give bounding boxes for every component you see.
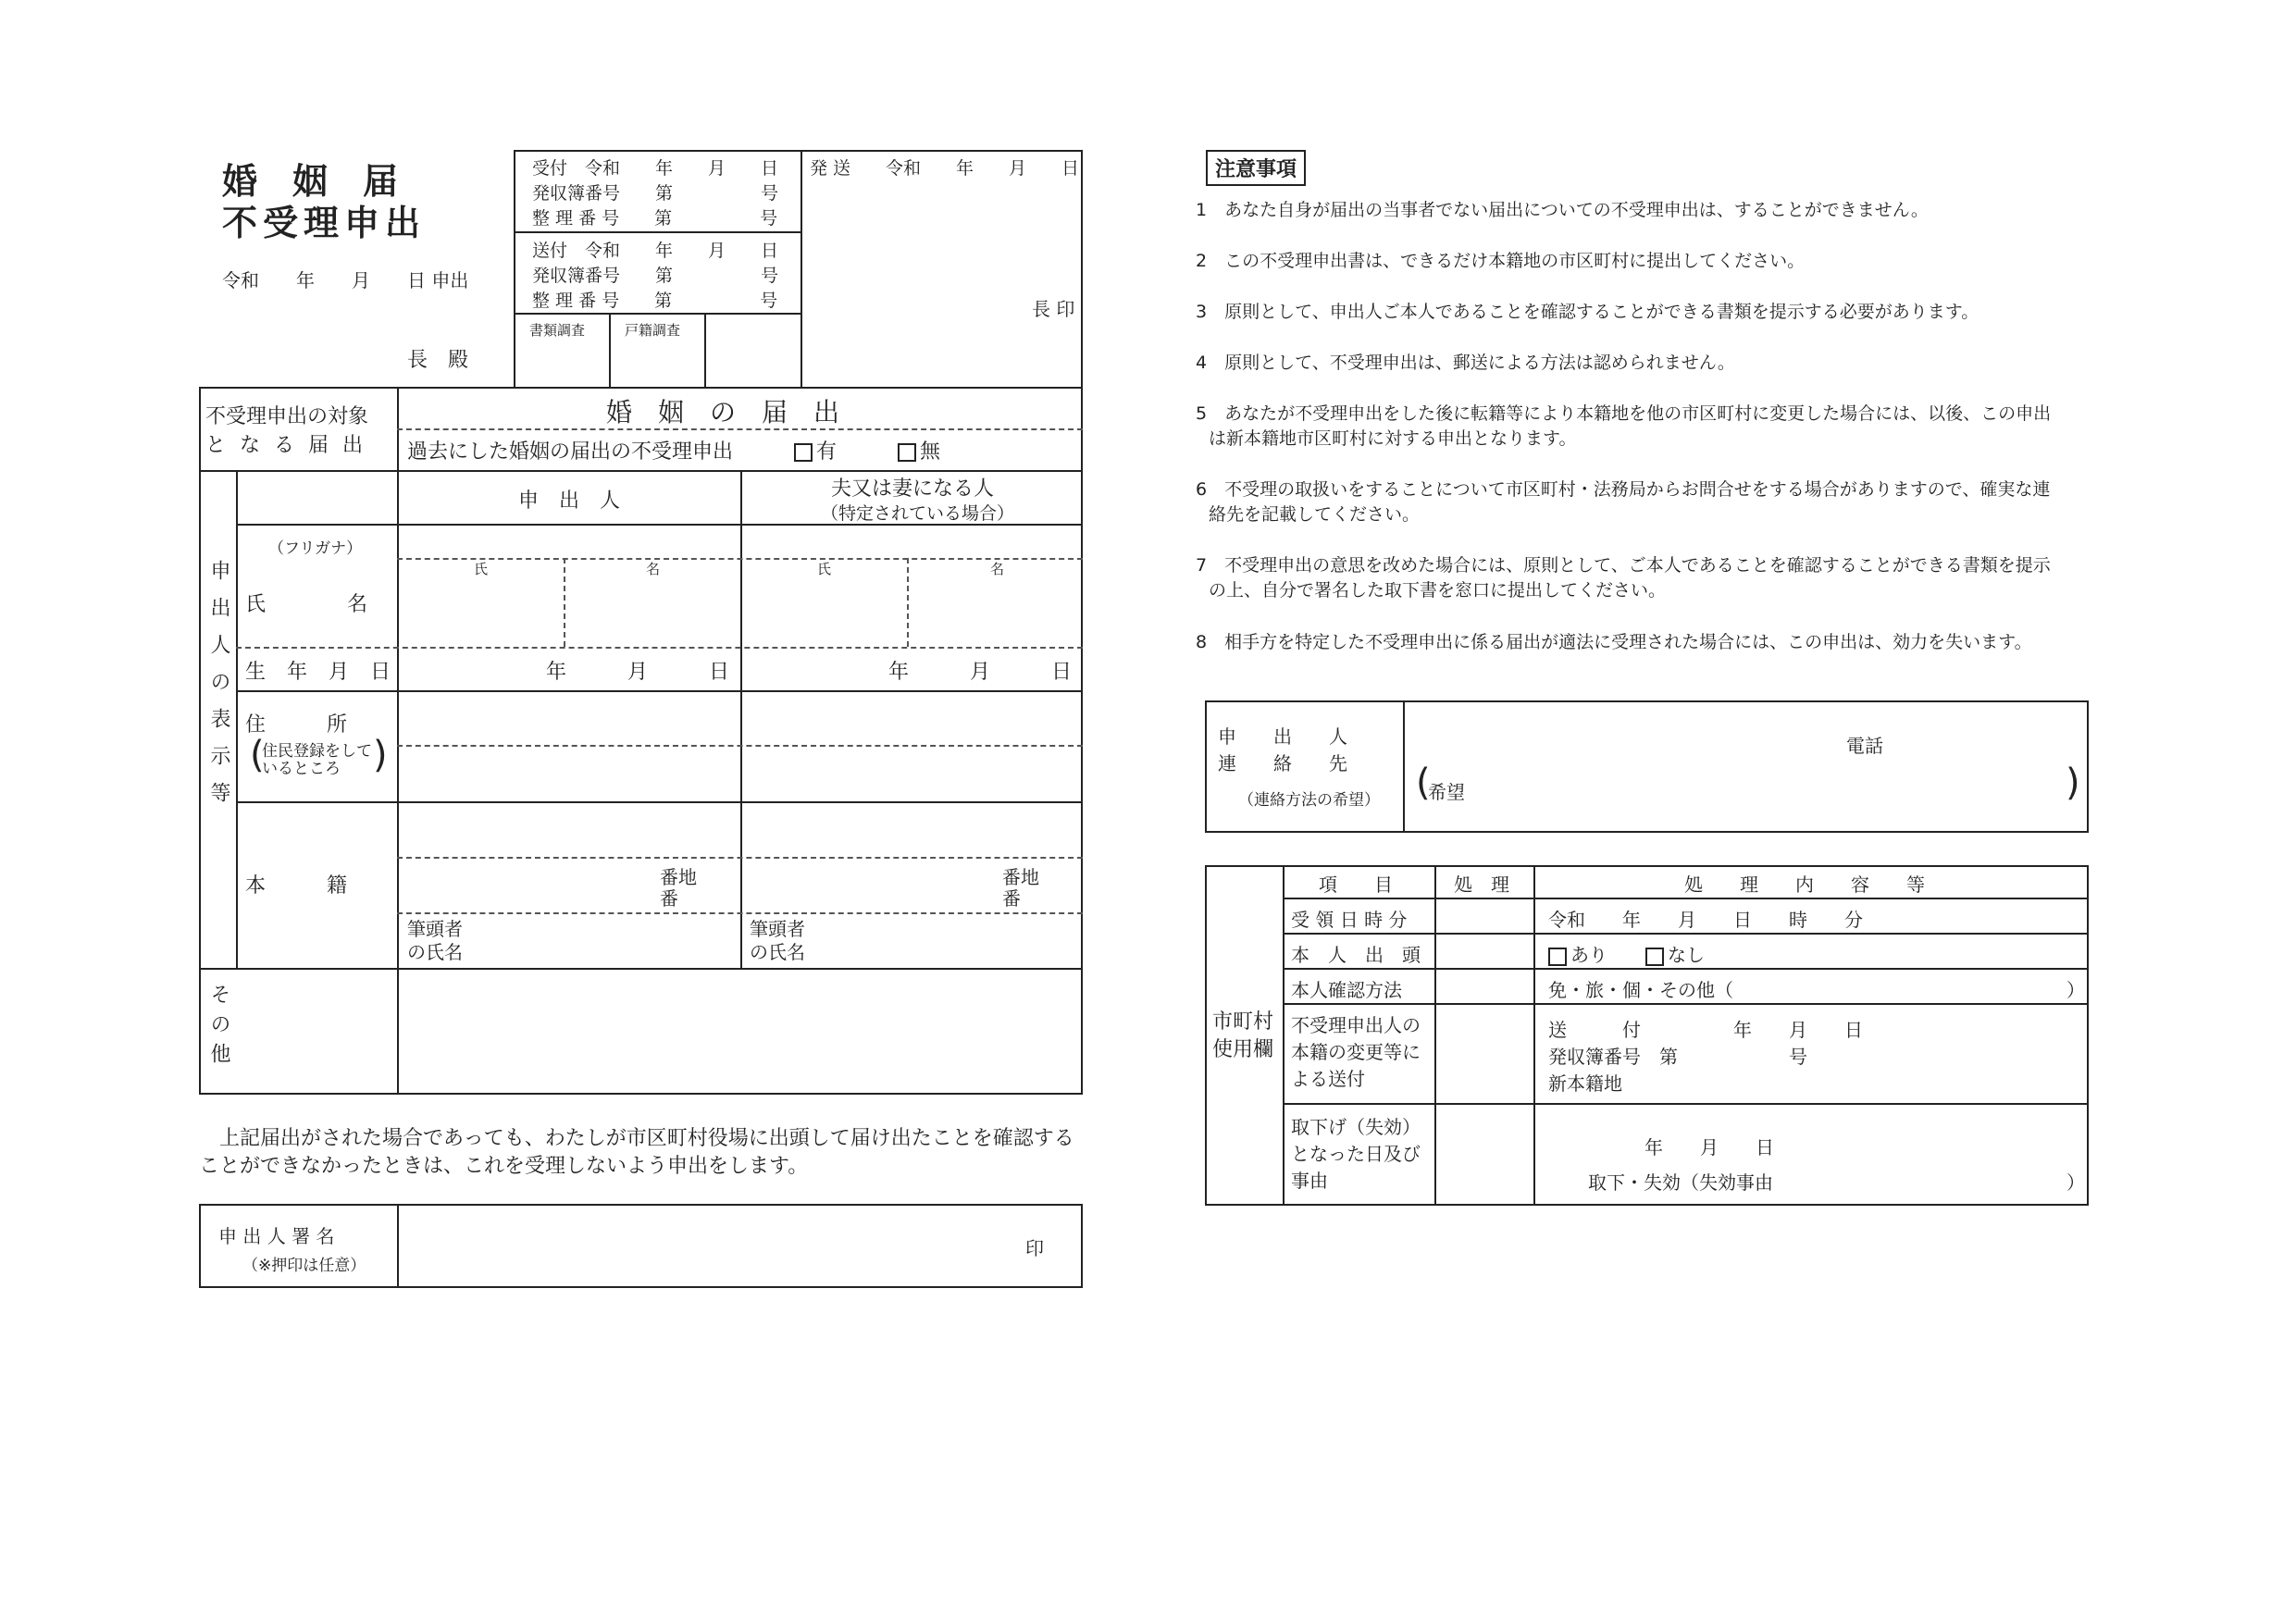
in-person-label: 本 人 出 頭: [1291, 944, 1421, 966]
close-paren: ): [373, 734, 388, 776]
contact-label-line2: 連 絡 先: [1218, 752, 1347, 774]
address-label: 住 所: [245, 713, 348, 737]
applicant-group-label: 申出人の表示等: [207, 560, 230, 819]
statement-line2: ことができなかったときは、これを受理しないよう申出をします。: [199, 1155, 809, 1178]
spouse-address-field[interactable]: [740, 690, 1083, 801]
checkbox-icon[interactable]: [898, 443, 916, 462]
send-log-number: 発収簿番号 第 号: [532, 266, 779, 286]
note-5-line1: 5 あなたが不受理申出をした後に転籍等により本籍地を他の市区町村に変更した場合には、以後、この申出: [1196, 403, 2052, 424]
note-5-line2: は新本籍地市区町村に対する申出となります。: [1209, 428, 1577, 449]
id-check-label: 本人確認方法: [1291, 979, 1402, 1001]
note-7-line1: 7 不受理申出の意思を改めた場合には、原則として、ご本人であることを確認することができる書類を提示: [1196, 555, 2051, 576]
header-item: 項 目: [1319, 873, 1393, 896]
target-notification: 婚 姻 の 届 出: [606, 397, 840, 427]
withdrawal-reason[interactable]: 取下・失効（失効事由: [1588, 1171, 1773, 1194]
contact-label-note: （連絡方法の希望）: [1238, 791, 1380, 810]
column-spouse-note: （特定されている場合）: [821, 503, 1015, 524]
close-paren: ）: [2066, 979, 2085, 1001]
checkbox-icon[interactable]: [1548, 948, 1567, 966]
office-use-side-label: 市町村 使用欄: [1212, 1010, 1274, 1061]
new-domicile[interactable]: 新本籍地: [1548, 1072, 1622, 1095]
close-paren: ): [2066, 762, 2080, 804]
statement-line1: 上記届出がされた場合であっても、わたしが市区町村役場に出頭して届け出たことを確認する: [199, 1127, 1074, 1150]
notes-title: 注意事項: [1206, 150, 1306, 186]
receipt-serial-number: 整 理 番 号 第 号: [532, 208, 778, 229]
spouse-birth-date[interactable]: 年 月 日: [888, 661, 1073, 684]
past-application-no[interactable]: 無: [898, 436, 940, 465]
spouse-surname-label: 氏: [817, 561, 832, 577]
family-register-check-label: 戸籍調査: [625, 322, 681, 339]
spouse-domicile-field[interactable]: [740, 801, 1083, 912]
note-6-line1: 6 不受理の取扱いをすることについて市区町村・法務局からお問合せをする場合がありますので、確実な連: [1196, 479, 2051, 500]
chief-seal-label: 長 印: [1032, 298, 1075, 320]
column-spouse: 夫又は妻になる人: [831, 477, 995, 501]
form-title-line1: 婚 姻 届: [222, 161, 399, 202]
checkbox-icon[interactable]: [1645, 948, 1664, 966]
open-paren: (: [250, 734, 265, 776]
id-check-method[interactable]: 免・旅・個・その他（: [1548, 979, 1733, 1001]
surname-label: 氏: [474, 561, 489, 577]
head-of-household-label[interactable]: 筆頭者 の氏名: [407, 918, 463, 963]
spouse-given-name-label: 名: [990, 561, 1005, 577]
furigana-label: （フリガナ）: [268, 539, 363, 558]
in-person-no[interactable]: なし: [1645, 940, 1705, 967]
phone-label[interactable]: 電話: [1846, 735, 1883, 757]
dispatch-date: 発 送 令和 年 月 日: [810, 158, 1080, 179]
send-date: 送付 令和 年 月 日: [532, 241, 779, 261]
target-label-line1: 不受理申出の対象: [205, 405, 369, 428]
applicant-domicile-field[interactable]: [397, 801, 740, 912]
column-applicant: 申 出 人: [518, 489, 621, 513]
transfer-log-number[interactable]: 発収簿番号 第 号: [1548, 1046, 1807, 1068]
spouse-head-of-household-label[interactable]: 筆頭者 の氏名: [750, 918, 805, 963]
signature-field[interactable]: [399, 1206, 1081, 1286]
applicant-birth-date[interactable]: 年 月 日: [546, 661, 730, 684]
in-person-yes[interactable]: あり: [1548, 940, 1607, 967]
target-label-line2: と な る 届 出: [205, 434, 366, 457]
header-process: 処 理: [1454, 873, 1509, 896]
signature-label: 申 出 人 署 名: [218, 1225, 335, 1247]
given-name-label: 名: [646, 561, 661, 577]
contact-wish-label[interactable]: 希望: [1428, 781, 1465, 803]
send-serial-number: 整 理 番 号 第 号: [532, 291, 778, 311]
receipt-datetime-label: 受 領 日 時 分: [1291, 909, 1408, 931]
checkbox-icon[interactable]: [794, 443, 813, 462]
name-label: 氏 名: [245, 593, 368, 616]
signature-note: （※押印は任意）: [242, 1257, 366, 1275]
address-note: 住民登録をして いるところ: [262, 742, 372, 778]
withdrawal-date[interactable]: 年 月 日: [1644, 1136, 1774, 1158]
seal-mark: 印: [1025, 1237, 1044, 1259]
past-application-label: 過去にした婚姻の届出の不受理申出: [407, 440, 734, 464]
receipt-datetime-value[interactable]: 令和 年 月 日 時 分: [1548, 909, 1863, 931]
note-4: 4 原則として、不受理申出は、郵送による方法は認められません。: [1196, 353, 1735, 373]
applicant-address-field[interactable]: [397, 690, 740, 801]
open-paren: (: [1416, 762, 1431, 804]
ban-label: 番: [660, 887, 678, 910]
note-1: 1 あなた自身が届出の当事者でない届出についての不受理申出は、することができません。: [1196, 200, 1929, 220]
addressee: 長 殿: [407, 349, 469, 372]
form-title-line2: 不受理申出: [222, 203, 427, 243]
document-check-label: 書類調査: [529, 322, 586, 339]
note-8: 8 相手方を特定した不受理申出に係る届出が適法に受理された場合には、この申出は、効力を失います。: [1196, 632, 2032, 652]
birth-date-label: 生 年 月 日: [245, 661, 398, 684]
note-7-line2: の上、自分で署名した取下書を窓口に提出してください。: [1209, 580, 1667, 601]
domicile-change-label: 不受理申出人の 本籍の変更等に よる送付: [1291, 1014, 1421, 1090]
receipt-date: 受付 令和 年 月 日: [532, 158, 779, 179]
header-content: 処 理 内 容 等: [1684, 873, 1925, 896]
spouse-ban-label: 番: [1002, 887, 1021, 910]
other-field[interactable]: [236, 968, 1083, 1095]
note-3: 3 原則として、申出人ご本人であることを確認することができる書類を提示する必要があります。: [1196, 302, 1980, 322]
note-6-line2: 絡先を記載してください。: [1209, 504, 1421, 525]
withdrawal-label: 取下げ（失効） となった日及び 事由: [1291, 1116, 1421, 1192]
receipt-log-number: 発収簿番号 第 号: [532, 183, 779, 204]
close-paren: ）: [2066, 1171, 2085, 1194]
note-2: 2 この不受理申出書は、できるだけ本籍地の市区町村に提出してください。: [1196, 251, 1806, 271]
past-application-yes[interactable]: 有: [794, 436, 837, 465]
banchi-label: 番地: [660, 866, 697, 888]
other-label: その他: [207, 984, 230, 1072]
contact-label-line1: 申 出 人: [1218, 725, 1347, 748]
transfer-date[interactable]: 送 付 年 月 日: [1548, 1019, 1863, 1041]
application-date[interactable]: 令和 年 月 日 申出: [222, 269, 469, 291]
spouse-banchi-label: 番地: [1002, 866, 1039, 888]
permanent-domicile-label: 本 籍: [245, 874, 348, 898]
